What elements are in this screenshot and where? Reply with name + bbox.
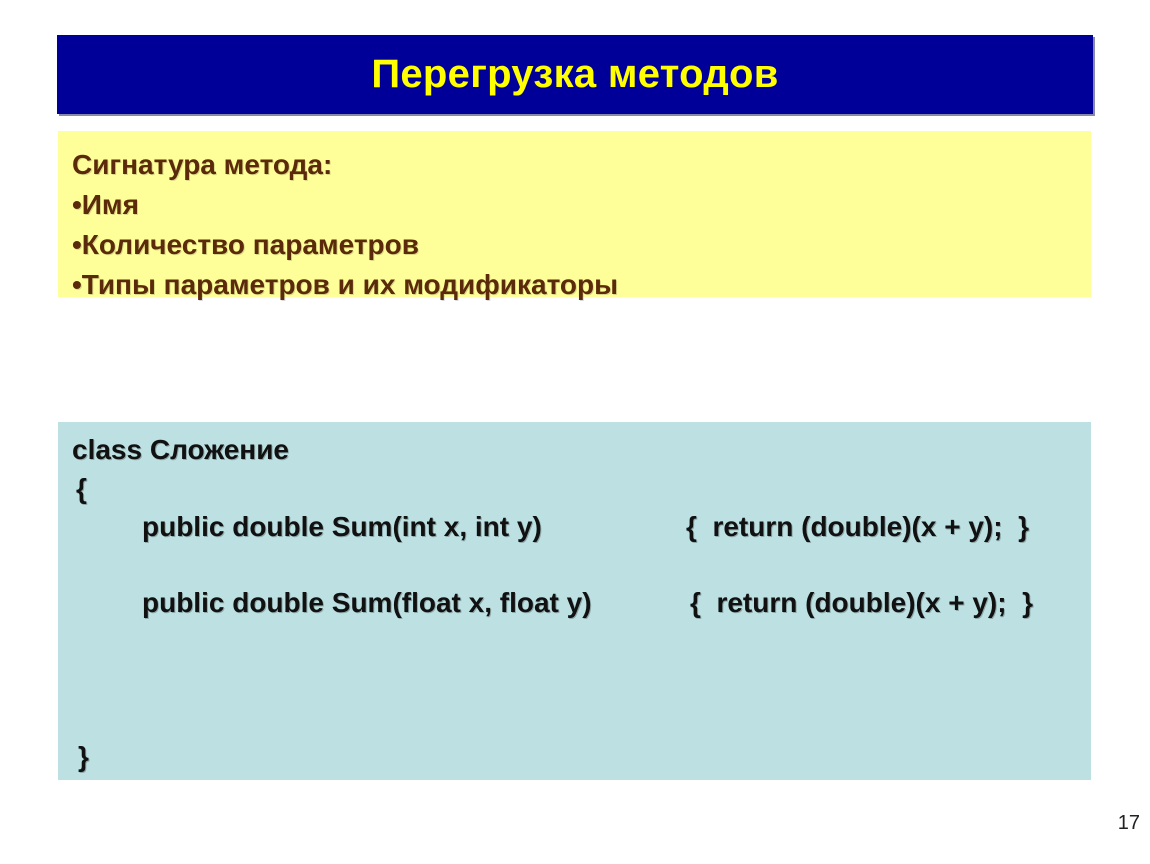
code-method2-body: { return (double)(x + y); } (690, 587, 1034, 618)
signature-item-param-count: •Количество параметров (72, 229, 419, 260)
code-panel (58, 422, 1091, 780)
signature-panel (58, 131, 1091, 300)
code-method1-signature: public double Sum(int x, int y) (142, 511, 542, 542)
code-class-declaration: class Сложение (72, 434, 289, 465)
code-method1-body: { return (double)(x + y); } (686, 511, 1030, 542)
slide-title: Перегрузка методов (371, 52, 779, 96)
slide-title-bar (57, 35, 1093, 114)
signature-heading: Сигнатура метода: (72, 149, 333, 180)
signature-item-param-types: •Типы параметров и их модификаторы (72, 269, 619, 300)
code-open-brace: { (76, 473, 87, 504)
signature-item-name: •Имя (72, 189, 139, 220)
page-number: 17 (1117, 812, 1140, 834)
code-method2-signature: public double Sum(float x, float y) (142, 587, 592, 618)
code-close-brace: } (78, 741, 89, 772)
